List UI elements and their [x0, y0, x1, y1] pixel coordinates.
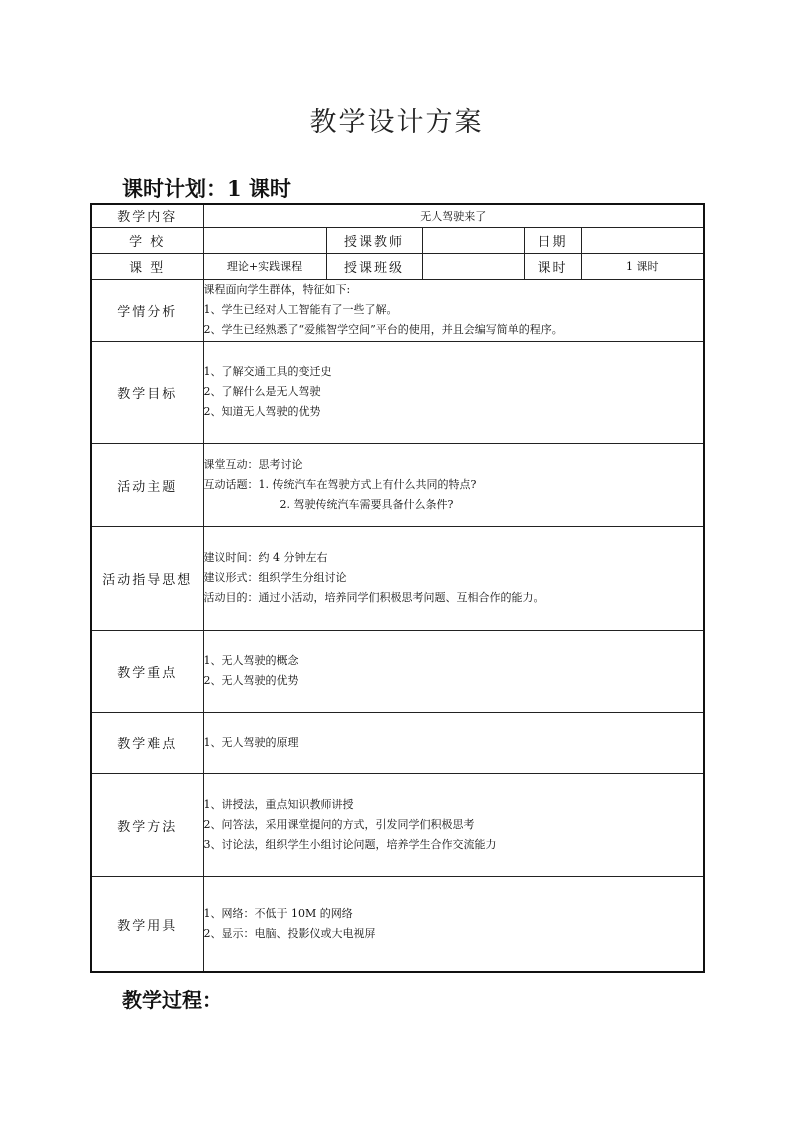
lesson-plan-heading: 课时计划：1 课时 — [122, 176, 291, 201]
type-value: 理论+实践课程 — [203, 253, 326, 279]
theme-line: 互动话题：1. 传统汽车在驾驶方式上有什么共同的特点? — [203, 478, 477, 492]
lesson-plan-table — [90, 203, 705, 973]
content-value: 无人驾驶来了 — [203, 204, 704, 227]
class-label: 授课班级 — [326, 253, 422, 279]
tools-label: 教学用具 — [91, 877, 203, 972]
goals-content — [203, 341, 704, 443]
method-content — [203, 773, 704, 876]
method-line: 1、讲授法，重点知识教师讲授 — [203, 798, 354, 812]
analysis-line: 1、学生已经对人工智能有了一些了解。 — [203, 303, 398, 317]
hours-label: 课时 — [524, 253, 581, 279]
theme-line: 课堂互动：思考讨论 — [203, 458, 303, 472]
tools-line: 1、网络：不低于 10M 的网络 — [203, 907, 353, 921]
method-line: 3、讨论法，组织学生小组讨论问题，培养学生合作交流能力 — [203, 838, 497, 852]
analysis-line: 课程面向学生群体，特征如下: — [203, 283, 351, 297]
goals-label: 教学目标 — [91, 341, 203, 443]
row-difficult — [91, 712, 704, 773]
date-label: 日期 — [524, 227, 581, 253]
analysis-line: 2、学生已经熟悉了“爱熊智学空间”平台的使用，并且会编写简单的程序。 — [203, 323, 563, 337]
row-goals — [91, 341, 704, 443]
key-content — [203, 630, 704, 712]
key-line: 2、无人驾驶的优势 — [203, 674, 299, 688]
row-method — [91, 773, 704, 876]
tools-content — [203, 877, 704, 972]
tools-line: 2、显示：电脑、投影仪或大电视屏 — [203, 927, 376, 941]
row-type — [91, 253, 704, 279]
hours-value: 1 课时 — [581, 253, 704, 279]
row-guidance — [91, 527, 704, 630]
analysis-label: 学情分析 — [91, 279, 203, 341]
guidance-content — [203, 527, 704, 630]
row-school — [91, 227, 704, 253]
theme-line: 2. 驾驶传统汽车需要具备什么条件? — [279, 498, 454, 512]
key-label: 教学重点 — [91, 630, 203, 712]
school-label: 学 校 — [91, 227, 203, 253]
class-value — [422, 253, 524, 279]
analysis-content — [203, 279, 704, 341]
guidance-label: 活动指导思想 — [91, 527, 203, 630]
row-analysis — [91, 279, 704, 341]
type-label: 课 型 — [91, 253, 203, 279]
goals-line: 2、知道无人驾驶的优势 — [203, 405, 321, 419]
goals-line: 1、了解交通工具的变迁史 — [203, 365, 332, 379]
row-tools — [91, 877, 704, 972]
date-value — [581, 227, 704, 253]
method-label: 教学方法 — [91, 773, 203, 876]
method-line: 2、问答法，采用课堂提问的方式，引发同学们积极思考 — [203, 818, 475, 832]
goals-line: 2、了解什么是无人驾驶 — [203, 385, 321, 399]
guidance-line: 建议时间：约 4 分钟左右 — [203, 551, 328, 565]
theme-content — [203, 444, 704, 527]
difficult-content — [203, 712, 704, 773]
content-label: 教学内容 — [91, 204, 203, 227]
teaching-process-heading: 教学过程： — [122, 988, 222, 1012]
school-value — [203, 227, 326, 253]
teacher-label: 授课教师 — [326, 227, 422, 253]
theme-label: 活动主题 — [91, 444, 203, 527]
key-line: 1、无人驾驶的概念 — [203, 654, 299, 668]
guidance-line: 活动目的：通过小活动，培养同学们积极思考问题、互相合作的能力。 — [203, 591, 545, 605]
difficult-label: 教学难点 — [91, 712, 203, 773]
row-key — [91, 630, 704, 712]
difficult-line: 1、无人驾驶的原理 — [203, 735, 299, 749]
row-content — [91, 204, 704, 227]
guidance-line: 建议形式：组织学生分组讨论 — [203, 571, 347, 585]
row-theme — [91, 444, 704, 527]
teacher-value — [422, 227, 524, 253]
document-title: 教学设计方案 — [309, 107, 484, 138]
